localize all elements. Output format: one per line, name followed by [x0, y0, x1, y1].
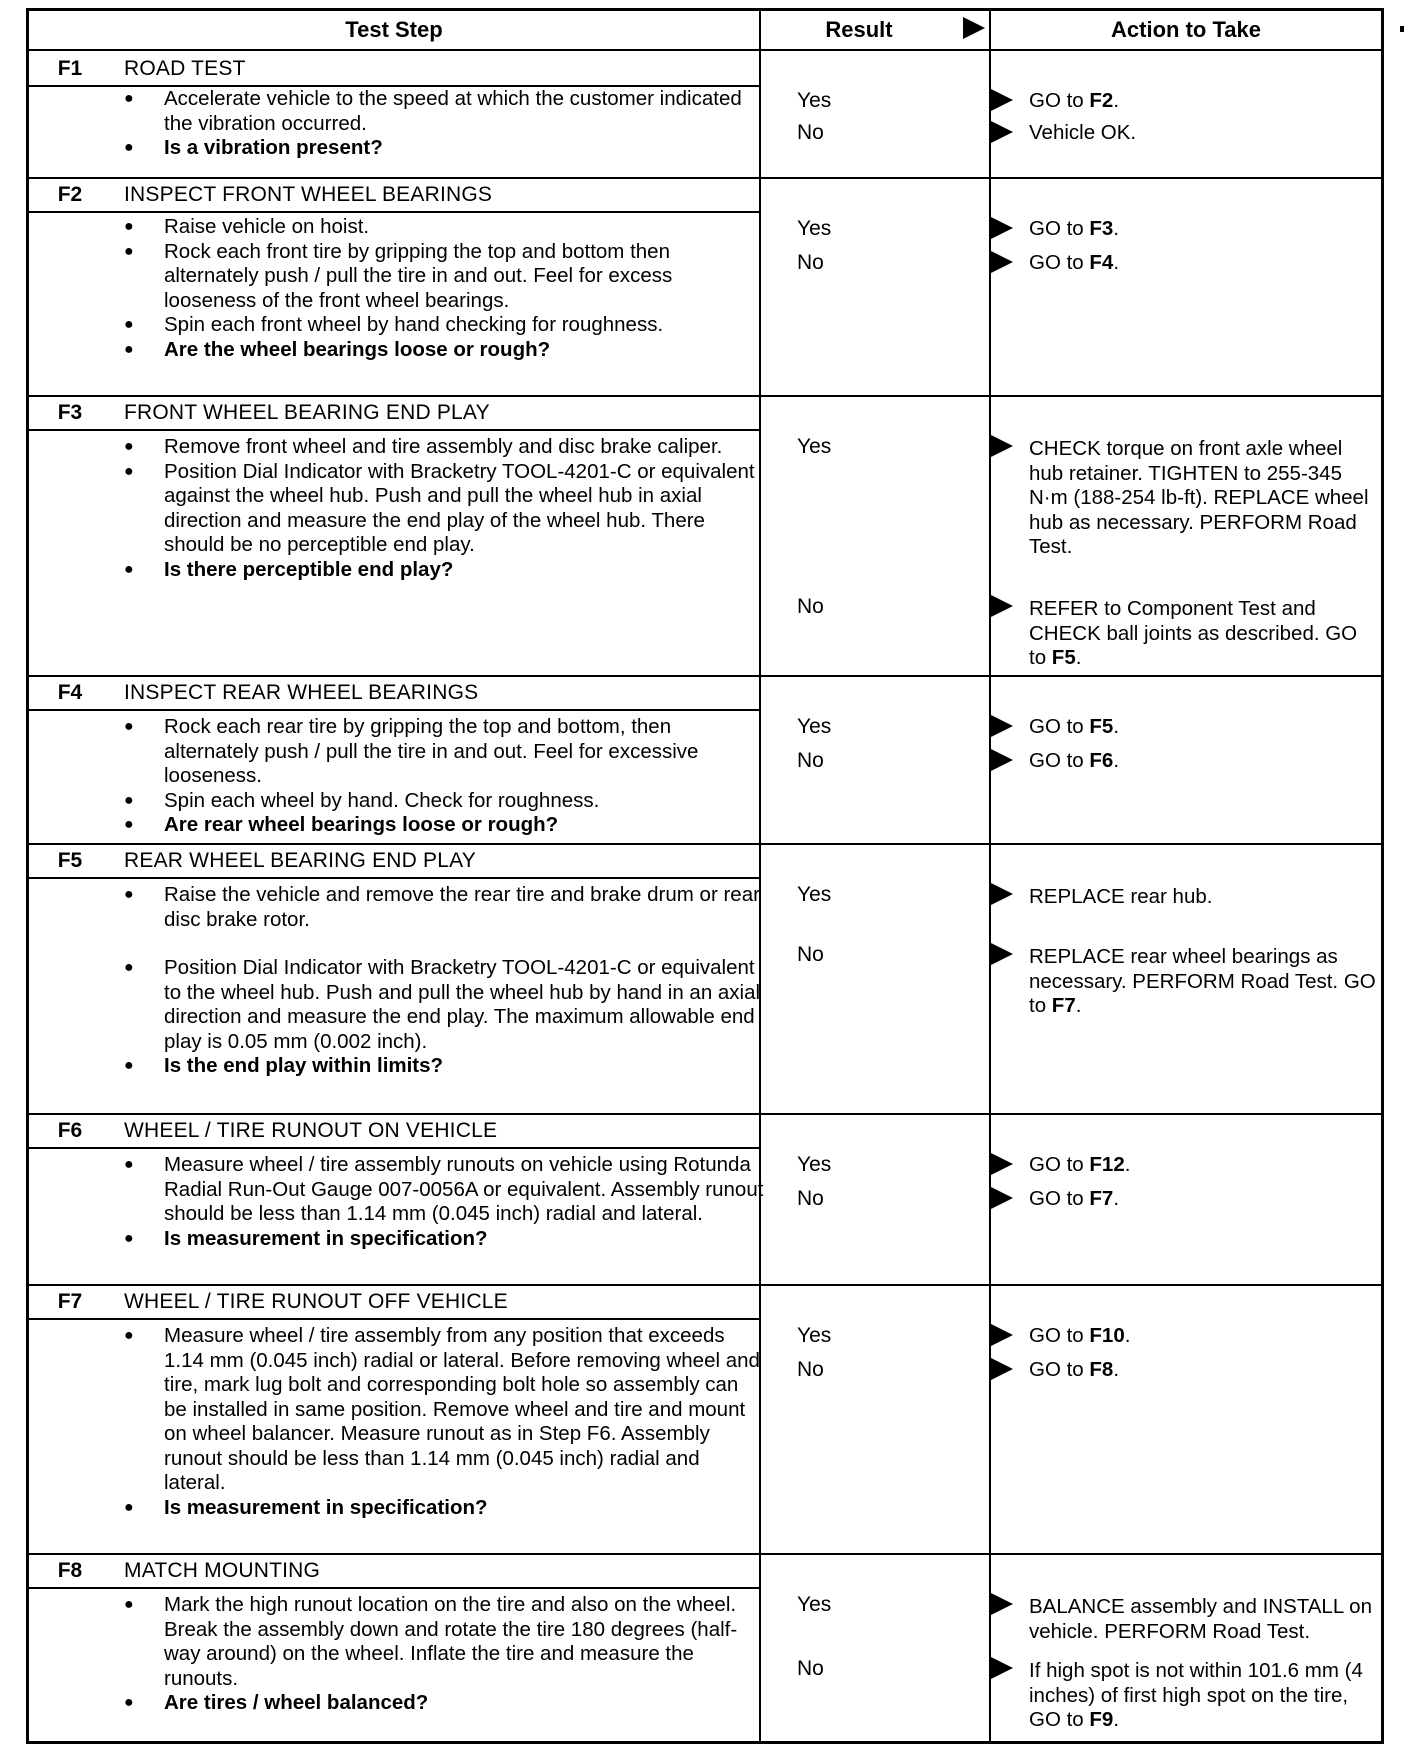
step-bullets	[124, 715, 764, 838]
bullet: ● Raise vehicle on hoist.	[124, 215, 764, 240]
bullet: ● Position Dial Indicator with Bracketry TOOL-4201-C or equivalent against the wheel hub. Push and pull the wheel hub in axial direction and measure the end play of the wheel hub. There should be no perceptible end play.	[124, 460, 764, 558]
header-result: Result	[825, 17, 893, 42]
result-no: No	[797, 943, 824, 966]
bullet: ● Position Dial Indicator with Bracketry TOOL-4201-C or equivalent to the wheel hub. Push and pull the wheel hub by hand in an axial direction and measure the end play. The maximum allowable end play is 0.05 mm (0.002 inch).	[124, 956, 764, 1054]
row-rule	[29, 395, 1381, 397]
question: ● Is the end play within limits?	[124, 1054, 764, 1079]
row-rule	[29, 1553, 1381, 1555]
question: ● Are rear wheel bearings loose or rough?	[124, 813, 764, 838]
bullet: ● Remove front wheel and tire assembly and disc brake caliper.	[124, 435, 764, 460]
result-no: No	[797, 251, 824, 274]
question: ● Is measurement in specification?	[124, 1496, 764, 1521]
result-no: No	[797, 595, 824, 618]
action-yes: BALANCE assembly and INSTALL on vehicle. PERFORM Road Test.	[1029, 1595, 1372, 1643]
margin-mark	[1400, 26, 1404, 32]
row-rule	[29, 177, 1381, 179]
step-title: INSPECT REAR WHEEL BEARINGS	[124, 681, 479, 704]
result-yes: Yes	[797, 89, 832, 112]
step-title: WHEEL / TIRE RUNOUT OFF VEHICLE	[124, 1290, 508, 1313]
bullet: ● Spin each wheel by hand. Check for roughness.	[124, 789, 764, 814]
bullet: ● Rock each rear tire by gripping the top and bottom, then alternately push / pull the tire in and out. Feel for excessive looseness.	[124, 715, 764, 789]
action-yes: GO to F3.	[1029, 217, 1120, 240]
step-bullets	[124, 87, 764, 161]
step-id: F2	[57, 183, 83, 206]
title-rule	[29, 211, 759, 213]
step-title: ROAD TEST	[124, 57, 246, 80]
title-rule	[29, 1318, 759, 1320]
arrow-icon	[991, 595, 1013, 617]
step-title: REAR WHEEL BEARING END PLAY	[124, 849, 476, 872]
title-rule	[29, 1147, 759, 1149]
action-no: GO to F8.	[1029, 1358, 1120, 1381]
result-no: No	[797, 1187, 824, 1210]
result-no: No	[797, 1358, 824, 1381]
arrow-icon	[991, 749, 1013, 771]
header-test-step: Test Step	[345, 17, 443, 42]
arrow-icon	[991, 1324, 1013, 1346]
row-rule	[29, 843, 1381, 845]
row-rule	[29, 1113, 1381, 1115]
title-rule	[29, 877, 759, 879]
arrow-icon	[991, 251, 1013, 273]
title-rule	[29, 429, 759, 431]
result-yes: Yes	[797, 435, 832, 458]
arrow-icon	[991, 435, 1013, 457]
bullet: ● Mark the high runout location on the tire and also on the wheel. Break the assembly down and rotate the tire 180 degrees (half-way around) on the wheel. Inflate the tire and measure the runouts.	[124, 1593, 764, 1691]
title-rule	[29, 1587, 759, 1589]
result-no: No	[797, 1657, 824, 1680]
action-yes: CHECK torque on front axle wheel hub retainer. TIGHTEN to 255-345 N·m (188-254 lb-ft). REPLACE wheel hub as necessary. PERFORM Road Test.	[1029, 437, 1369, 558]
result-yes: Yes	[797, 715, 832, 738]
step-id: F1	[57, 57, 83, 80]
header-action: Action to Take	[1111, 17, 1261, 42]
result-yes: Yes	[797, 1153, 832, 1176]
bullet: ● Raise the vehicle and remove the rear tire and brake drum or rear disc brake rotor.	[124, 883, 764, 932]
step-title: FRONT WHEEL BEARING END PLAY	[124, 401, 490, 424]
bullet: ● Measure wheel / tire assembly from any position that exceeds 1.14 mm (0.045 inch) radial or lateral. Before removing wheel and tire, mark lug bolt and corresponding bolt hole so assembly can be installed in same position. Remove wheel and tire and mount on wheel balancer. Measure runout as in Step F6. Assembly runout should be less than 1.14 mm (0.045 inch) radial and lateral.	[124, 1324, 764, 1496]
arrow-icon	[991, 883, 1013, 905]
action-yes: GO to F5.	[1029, 715, 1120, 738]
bullet: ● Measure wheel / tire assembly runouts on vehicle using Rotunda Radial Run-Out Gauge 007-0056A or equivalent. Assembly runout should be less than 1.14 mm (0.045 inch) radial and lateral.	[124, 1153, 764, 1227]
bullet: ● Spin each front wheel by hand checking for roughness.	[124, 313, 764, 338]
step-bullets	[124, 215, 764, 362]
step-title: INSPECT FRONT WHEEL BEARINGS	[124, 183, 493, 206]
arrow-icon	[991, 217, 1013, 239]
step-bullets	[124, 1153, 764, 1251]
action-no: If high spot is not within 101.6 mm (4 inches) of first high spot on the tire, GO to F9.	[1029, 1659, 1363, 1731]
arrow-icon	[991, 121, 1013, 143]
diagnostic-table	[26, 8, 1384, 1744]
title-rule	[29, 709, 759, 711]
step-id: F3	[57, 401, 83, 424]
step-title: MATCH MOUNTING	[124, 1559, 321, 1582]
question: ● Is there perceptible end play?	[124, 558, 764, 583]
arrow-icon	[991, 1187, 1013, 1209]
action-yes: REPLACE rear hub.	[1029, 885, 1213, 908]
question: ● Is a vibration present?	[124, 136, 764, 161]
action-no: GO to F4.	[1029, 251, 1120, 274]
arrow-icon	[991, 1153, 1013, 1175]
result-yes: Yes	[797, 883, 832, 906]
question: ● Are the wheel bearings loose or rough?	[124, 338, 764, 363]
arrow-icon	[991, 1593, 1013, 1615]
action-no: REFER to Component Test and CHECK ball joints as described. GO to F5.	[1029, 597, 1358, 669]
question: ● Are tires / wheel balanced?	[124, 1691, 764, 1716]
action-yes: GO to F2.	[1029, 89, 1120, 112]
header-arrow-icon	[963, 17, 985, 39]
arrow-icon	[991, 943, 1013, 965]
step-bullets	[124, 435, 764, 582]
action-no: GO to F6.	[1029, 749, 1120, 772]
result-yes: Yes	[797, 217, 832, 240]
question: ● Is measurement in specification?	[124, 1227, 764, 1252]
step-bullets	[124, 1324, 764, 1520]
step-bullets	[124, 1593, 764, 1716]
bullet: ● Accelerate vehicle to the speed at which the customer indicated the vibration occurred.	[124, 87, 764, 136]
arrow-icon	[991, 1358, 1013, 1380]
arrow-icon	[991, 89, 1013, 111]
action-no: REPLACE rear wheel bearings as necessary. PERFORM Road Test. GO to F7.	[1029, 945, 1376, 1017]
row-rule	[29, 675, 1381, 677]
step-title: WHEEL / TIRE RUNOUT ON VEHICLE	[124, 1119, 498, 1142]
result-no: No	[797, 121, 824, 144]
action-yes: GO to F10.	[1029, 1324, 1131, 1347]
header-rule	[29, 49, 1381, 51]
bullet: ● Rock each front tire by gripping the top and bottom then alternately push / pull the tire in and out. Feel for excess looseness of the front wheel bearings.	[124, 240, 764, 314]
row-rule	[29, 1284, 1381, 1286]
action-yes: GO to F12.	[1029, 1153, 1131, 1176]
step-id: F7	[57, 1290, 83, 1313]
step-id: F4	[57, 681, 83, 704]
arrow-icon	[991, 715, 1013, 737]
step-bullets	[124, 883, 764, 1079]
action-no: GO to F7.	[1029, 1187, 1120, 1210]
step-id: F8	[57, 1559, 83, 1582]
result-yes: Yes	[797, 1593, 832, 1616]
step-id: F6	[57, 1119, 83, 1142]
action-no: Vehicle OK.	[1029, 121, 1137, 144]
result-yes: Yes	[797, 1324, 832, 1347]
arrow-icon	[991, 1657, 1013, 1679]
step-id: F5	[57, 849, 83, 872]
result-no: No	[797, 749, 824, 772]
